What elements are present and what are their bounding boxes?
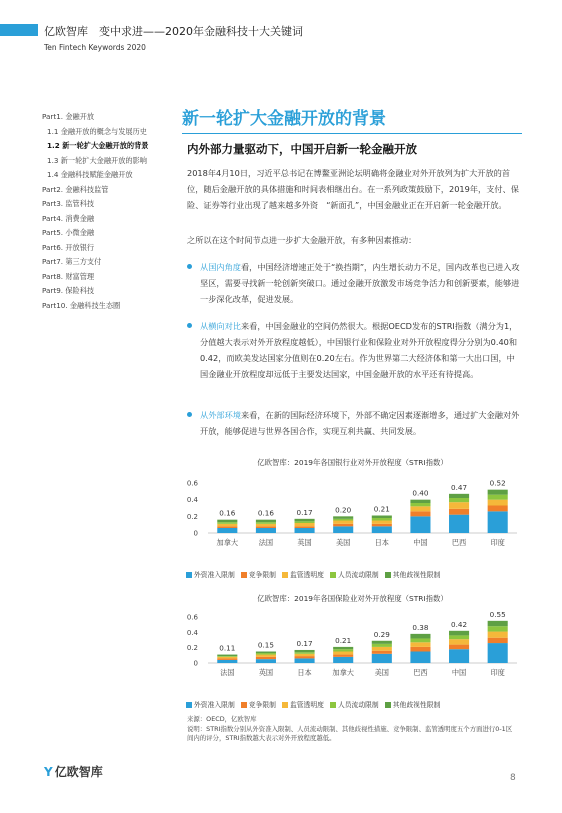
- bar-segment: [295, 656, 315, 658]
- y-tick-label: 0.6: [186, 613, 198, 622]
- header-title: 亿欧智库 变中求进——2020年金融科技十大关键词: [44, 25, 303, 38]
- source-notes: [187, 715, 517, 744]
- bar-segment: [449, 639, 469, 644]
- legend-label: 监管透明度: [289, 701, 324, 709]
- bar-segment: [256, 653, 276, 655]
- bar-segment: [295, 654, 315, 656]
- y-tick-label: 0.2: [186, 512, 198, 521]
- bullet-dot-icon: [187, 264, 192, 269]
- legend-swatch: [385, 572, 391, 578]
- bar-segment: [217, 520, 237, 523]
- bar-segment: [449, 515, 469, 533]
- bar-segment: [410, 647, 430, 652]
- bullet-body: 来看，在新的国际经济环境下，外部不确定因素逐渐增多，通过扩大金融对外开放，能够促进与世界各国合作，实现互利共赢、共同发展。: [200, 410, 520, 436]
- bullet-external: [187, 407, 522, 439]
- legend-label: 外资准入限制: [194, 571, 235, 579]
- bar-segment: [333, 657, 353, 663]
- bar-segment: [333, 655, 353, 657]
- logo-text: 亿欧智库: [54, 765, 103, 779]
- bar-segment: [295, 650, 315, 652]
- legend-item: [282, 569, 324, 579]
- header-subtitle: Ten Fintech Keywords 2020: [44, 43, 146, 52]
- category-label: 法国: [258, 538, 274, 547]
- legend-swatch: [282, 702, 288, 708]
- bar-total-label: 0.55: [489, 609, 506, 619]
- legend-swatch: [241, 572, 247, 578]
- toc-item[interactable]: Part1. 金融开放: [42, 112, 95, 121]
- bar-segment: [488, 506, 508, 512]
- category-label: 英国: [258, 668, 274, 677]
- category-label: 英国: [297, 538, 312, 547]
- legend-label: 外资准入限制: [194, 701, 235, 709]
- bar-segment: [410, 638, 430, 642]
- insurance-stri-chart-svg: [180, 591, 525, 701]
- bar-segment: [410, 652, 430, 664]
- bar-segment: [256, 655, 276, 657]
- banking-chart-legend: [186, 569, 446, 579]
- bar-segment: [410, 500, 430, 503]
- toc-item[interactable]: Part6. 开放银行: [42, 242, 95, 252]
- bar-segment: [372, 521, 392, 524]
- header-accent-bar: [0, 24, 38, 36]
- category-label: 加拿大: [332, 668, 354, 677]
- section-title: 新一轮扩大金融开放的背景: [182, 109, 386, 129]
- legend-label: 竞争限制: [248, 701, 276, 709]
- bar-segment: [410, 503, 430, 506]
- bar-segment: [449, 649, 469, 663]
- category-label: 印度: [490, 668, 505, 677]
- category-label: 巴西: [451, 538, 467, 547]
- bar-segment: [410, 634, 430, 639]
- bullet-highlight: 从国内角度: [200, 262, 241, 272]
- bullet-text: [200, 318, 522, 382]
- bar-segment: [488, 643, 508, 663]
- toc-item[interactable]: 1.2 新一轮扩大金融开放的背景: [47, 141, 149, 150]
- toc-item[interactable]: 1.3 新一轮扩大金融开放的影响: [47, 155, 147, 165]
- bar-total-label: 0.11: [219, 643, 236, 653]
- footer-logo: [44, 763, 103, 780]
- bar-segment: [217, 658, 237, 660]
- bar-segment: [333, 516, 353, 519]
- category-label: 日本: [297, 668, 312, 677]
- bar-total-label: 0.15: [257, 640, 274, 650]
- bar-segment: [372, 518, 392, 521]
- bar-segment: [256, 526, 276, 528]
- bar-segment: [372, 524, 392, 527]
- toc-item[interactable]: 1.4 金融科技赋能金融开放: [47, 170, 133, 179]
- bar-segment: [333, 652, 353, 655]
- legend-item: [330, 569, 379, 579]
- bar-segment: [372, 641, 392, 644]
- bar-segment: [333, 524, 353, 527]
- insurance-stri-chart: [180, 591, 525, 705]
- bar-segment: [217, 656, 237, 657]
- bar-segment: [333, 649, 353, 651]
- bar-total-label: 0.52: [489, 478, 506, 488]
- bar-segment: [295, 521, 315, 523]
- category-label: 巴西: [413, 668, 428, 677]
- bar-segment: [488, 490, 508, 495]
- category-label: 法国: [220, 668, 235, 677]
- legend-swatch: [282, 572, 288, 578]
- toc-item[interactable]: Part5. 小微金融: [42, 228, 95, 237]
- y-tick-label: 0.2: [186, 644, 198, 653]
- bullet-dot-icon: [187, 323, 192, 328]
- bar-segment: [256, 524, 276, 527]
- bar-segment: [488, 638, 508, 643]
- y-tick-label: 0.4: [186, 496, 198, 505]
- bullet-body: 看，中国经济增速正处于“换挡期”，内生增长动力不足，国内改革也已进入攻坚区，需要寻找新一轮创新突破口。通过金融开放激发市场竞争活力和创新要素，能够进一步深化改革，促进发展。: [200, 262, 520, 304]
- bar-segment: [488, 511, 508, 533]
- category-label: 日本: [374, 538, 390, 547]
- source-line: 来源：OECD，亿欧智库: [187, 715, 257, 723]
- category-label: 美国: [374, 668, 390, 677]
- legend-item: [385, 569, 441, 579]
- category-label: 中国: [413, 538, 428, 547]
- legend-swatch: [330, 572, 336, 578]
- bar-segment: [217, 524, 237, 527]
- bar-segment: [295, 652, 315, 654]
- bar-segment: [256, 652, 276, 654]
- bar-segment: [295, 658, 315, 663]
- bar-segment: [449, 635, 469, 639]
- bar-segment: [333, 521, 353, 524]
- legend-swatch: [385, 702, 391, 708]
- y-tick-label: 0.6: [186, 479, 198, 488]
- legend-label: 监管透明度: [289, 571, 324, 579]
- bar-segment: [217, 526, 237, 528]
- bar-segment: [488, 632, 508, 638]
- y-tick-label: 0.4: [186, 628, 198, 637]
- bar-segment: [488, 621, 508, 626]
- table-of-contents: [42, 110, 172, 313]
- legend-item: [385, 699, 441, 709]
- legend-swatch: [241, 702, 247, 708]
- paragraph-text: 之所以在这个时间节点进一步扩大金融开放，有多种因素推动：: [187, 235, 417, 245]
- page-number: 8: [510, 773, 516, 783]
- bar-segment: [488, 626, 508, 631]
- chart-title: 亿欧智库：2019年各国保险业对外开放程度（STRI指数）: [257, 594, 448, 603]
- bar-segment: [256, 520, 276, 523]
- bar-total-label: 0.21: [373, 504, 390, 514]
- category-label: 美国: [335, 538, 351, 547]
- bullet-domestic: [187, 259, 522, 307]
- note-line: 说明：STRI指数分别从外资准入限制、人员流动限制、其他歧视性措施、竞争限制、监管透明度五个方面进行0-1区间内的评分，STRI指数越大表示对外开放程度越低。: [187, 724, 513, 742]
- factors-paragraph: [187, 232, 522, 248]
- section-subheading: 内外部力量驱动下，中国开启新一轮金融开放: [187, 142, 417, 156]
- bullet-highlight: 从横向对比: [200, 321, 241, 331]
- bar-segment: [372, 651, 392, 654]
- bar-segment: [488, 500, 508, 506]
- y-tick-label: 0: [193, 659, 198, 668]
- bar-segment: [256, 522, 276, 524]
- bar-total-label: 0.47: [451, 482, 468, 492]
- bar-segment: [410, 516, 430, 533]
- bar-total-label: 0.17: [296, 507, 313, 517]
- legend-label: 其他歧视性限制: [392, 571, 441, 579]
- page-header: [0, 0, 562, 62]
- bar-total-label: 0.29: [373, 629, 390, 639]
- toc-item[interactable]: 1.1 金融开放的概念与发展历史: [47, 126, 147, 136]
- legend-item: [282, 699, 324, 709]
- bar-segment: [256, 659, 276, 663]
- banking-stri-chart-svg: [180, 455, 525, 585]
- bullet-highlight: 从外部环境: [200, 410, 241, 420]
- legend-item: [241, 569, 276, 579]
- bar-total-label: 0.16: [219, 508, 236, 518]
- legend-label: 人员流动限制: [337, 571, 379, 579]
- bullet-body: 来看，中国金融业的空间仍然很大。根据OECD发布的STRI指数（满分为1，分值越大表示对外开放程度越低），中国银行业和保险业对外开放程度得分分别为0.40和0.42，而欧美发达国家分值则在0.20左右。作为世界第二大经济体和第一大出口国，中国金融业开放程度却远低于主要发达国家，中国金融开放的水平还有待提高。: [200, 321, 518, 379]
- legend-swatch: [186, 572, 192, 578]
- bar-segment: [372, 647, 392, 651]
- bar-segment: [449, 509, 469, 515]
- toc-item[interactable]: Part9. 保险科技: [42, 286, 95, 295]
- legend-swatch: [330, 702, 336, 708]
- bar-segment: [217, 528, 237, 533]
- toc-item[interactable]: Part8. 财富管理: [42, 271, 95, 281]
- bar-total-label: 0.42: [451, 619, 468, 629]
- bar-segment: [449, 494, 469, 498]
- bullet-text: [200, 259, 522, 307]
- legend-item: [241, 699, 276, 709]
- bullet-comparison: [187, 318, 522, 382]
- bar-total-label: 0.40: [412, 488, 429, 498]
- bar-segment: [372, 516, 392, 519]
- bar-segment: [295, 526, 315, 528]
- bar-segment: [295, 523, 315, 526]
- bar-segment: [449, 645, 469, 650]
- legend-label: 竞争限制: [248, 571, 276, 579]
- logo-y-icon: Y: [44, 765, 53, 779]
- bar-segment: [333, 519, 353, 521]
- bullet-dot-icon: [187, 412, 192, 417]
- bar-segment: [217, 657, 237, 659]
- bar-total-label: 0.20: [335, 505, 352, 515]
- bar-segment: [410, 642, 430, 647]
- section-divider: [182, 133, 522, 134]
- bar-segment: [295, 528, 315, 533]
- toc-item[interactable]: Part10. 金融科技生态圈: [42, 300, 121, 310]
- bar-segment: [449, 498, 469, 502]
- bar-segment: [372, 526, 392, 533]
- toc-item[interactable]: Part7. 第三方支付: [42, 257, 102, 266]
- bar-segment: [449, 631, 469, 636]
- bullet-text: [200, 407, 522, 439]
- bar-total-label: 0.17: [296, 638, 313, 648]
- paragraph-text: 2018年4月10日，习近平总书记在博鳌亚洲论坛明确将金融业对外开放列为扩大开放的首位，随后金融开放的具体措施和时间表相继出台。在一系列政策鼓励下，2019年，支付、保险、证券等行业出现了越来越多外资 “新面孔”，中国金融业正在开启新一轮金融开放。: [187, 168, 519, 210]
- bar-segment: [217, 655, 237, 657]
- bar-total-label: 0.16: [257, 508, 274, 518]
- bar-segment: [333, 647, 353, 649]
- bar-segment: [256, 528, 276, 533]
- category-label: 加拿大: [216, 538, 239, 547]
- bar-total-label: 0.21: [335, 635, 352, 645]
- insurance-chart-legend: [186, 699, 446, 709]
- bar-segment: [410, 511, 430, 516]
- legend-swatch: [186, 702, 192, 708]
- category-label: 印度: [490, 538, 505, 547]
- toc-item[interactable]: Part3. 监管科技: [42, 199, 95, 208]
- bar-segment: [372, 644, 392, 647]
- toc-item[interactable]: Part2. 金融科技监管: [42, 184, 109, 194]
- bar-segment: [217, 660, 237, 663]
- bar-segment: [372, 654, 392, 663]
- legend-item: [186, 699, 235, 709]
- y-tick-label: 0: [193, 529, 198, 538]
- legend-label: 人员流动限制: [337, 701, 379, 709]
- intro-paragraph: [187, 165, 522, 213]
- legend-item: [330, 699, 379, 709]
- chart-title: 亿欧智库：2019年各国银行业对外开放程度（STRI指数）: [257, 458, 448, 467]
- bar-segment: [217, 522, 237, 524]
- bar-segment: [410, 506, 430, 511]
- toc-item[interactable]: Part4. 消费金融: [42, 213, 95, 223]
- bar-segment: [295, 519, 315, 522]
- legend-item: [186, 569, 235, 579]
- bar-total-label: 0.38: [412, 622, 429, 632]
- bar-segment: [256, 657, 276, 659]
- category-label: 中国: [451, 668, 467, 677]
- legend-label: 其他歧视性限制: [392, 701, 441, 709]
- bar-segment: [449, 502, 469, 509]
- bar-segment: [488, 495, 508, 500]
- bar-segment: [333, 526, 353, 533]
